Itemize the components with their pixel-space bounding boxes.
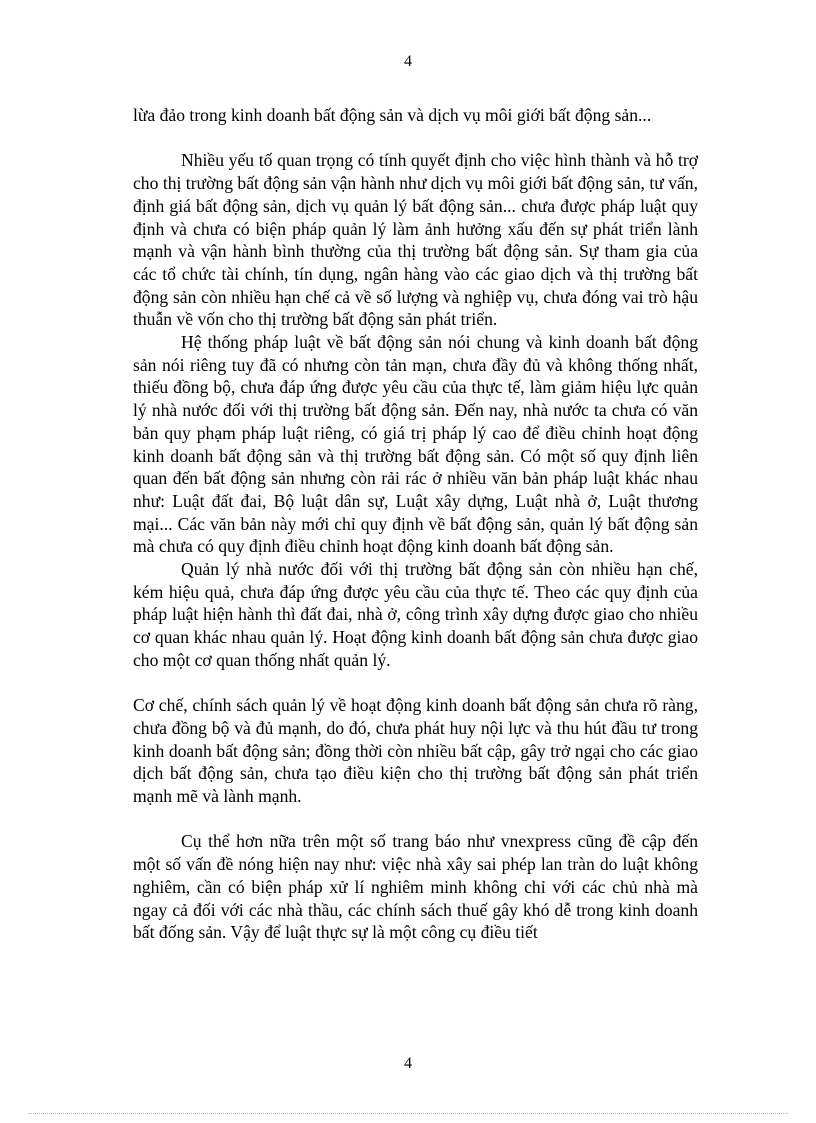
page-bottom-divider <box>28 1113 788 1114</box>
paragraph-4: Quản lý nhà nước đối với thị trường bất động sản còn nhiều hạn chế, kém hiệu quả, chưa đáp ứng được yêu cầu của thực tế. Theo các quy định của pháp luật hiện hành thì đất đai, nhà ở, công trình xây dựng được giao cho nhiều cơ quan khác nhau quản lý. Hoạt động kinh doanh bất động sản chưa được giao cho một cơ quan thống nhất quản lý. <box>133 559 698 670</box>
paragraph-6: Cụ thể hơn nữa trên một số trang báo như vnexpress cũng đề cập đến một số vấn đề nóng hiện nay như: việc nhà xây sai phép lan tràn do luật không nghiêm, cần có biện pháp xử lí nghiêm minh không chỉ với các chủ nhà mà ngay cả đối với các nhà thầu, các chính sách thuế gây khó dễ trong kinh doanh bất đống sản. Vậy để luật thực sự là một công cụ điều tiết <box>133 831 698 943</box>
paragraph-2: Nhiều yếu tố quan trọng có tính quyết định cho việc hình thành và hỗ trợ cho thị trường bất động sản vận hành như dịch vụ môi giới bất động sản, tư vấn, định giá bất động sản, dịch vụ quản lý bất động sản... chưa được pháp luật quy định và chưa có biện pháp quản lý làm ảnh hưởng xấu đến sự phát triển lành mạnh và vận hành bình thường của thị trường bất động sản. Sự tham gia của các tổ chức tài chính, tín dụng, ngân hàng vào các giao dịch và thị trường bất động sản còn nhiều hạn chế cả về số lượng và nghiệp vụ, chưa đóng vai trò hậu thuẫn về vốn cho thị trường bất động sản phát triển. <box>133 150 698 330</box>
document-body <box>133 104 698 944</box>
paragraph-5: Cơ chế, chính sách quản lý về hoạt động kinh doanh bất động sản chưa rõ ràng, chưa đồng bộ và đủ mạnh, do đó, chưa phát huy nội lực và thu hút đầu tư trong kinh doanh bất động sản; đồng thời còn nhiều bất cập, gây trở ngại cho các giao dịch bất động sản, chưa tạo điều kiện cho thị trường bất động sản phát triển mạnh mẽ và lành mạnh. <box>133 695 698 807</box>
paragraph-3: Hệ thống pháp luật về bất động sản nói chung và kinh doanh bất động sản nói riêng tuy đã có nhưng còn tản mạn, chưa đầy đủ và không thống nhất, thiếu đồng bộ, chưa đáp ứng được yêu cầu của thực tế, làm giảm hiệu lực quản lý nhà nước đối với thị trường bất động sản. Đến nay, nhà nước ta chưa có văn bản quy phạm pháp luật riêng, có giá trị pháp lý cao để điều chỉnh hoạt động kinh doanh bất động sản và thị trường bất động sản. Có một số quy định liên quan đến bất động sản nhưng còn rải rác ở nhiều văn bản pháp luật khác nhau như: Luật đất đai, Bộ luật dân sự, Luật xây dựng, Luật nhà ở, Luật thương mại... Các văn bản này mới chỉ quy định về bất động sản, quản lý bất động sản mà chưa có quy định điều chỉnh hoạt động kinh doanh bất động sản. <box>133 332 698 557</box>
paragraph-1: lừa đảo trong kinh doanh bất động sản và dịch vụ môi giới bất động sản... <box>133 105 652 125</box>
page-number-bottom: 4 <box>404 1055 412 1072</box>
page-number-top: 4 <box>404 53 412 70</box>
